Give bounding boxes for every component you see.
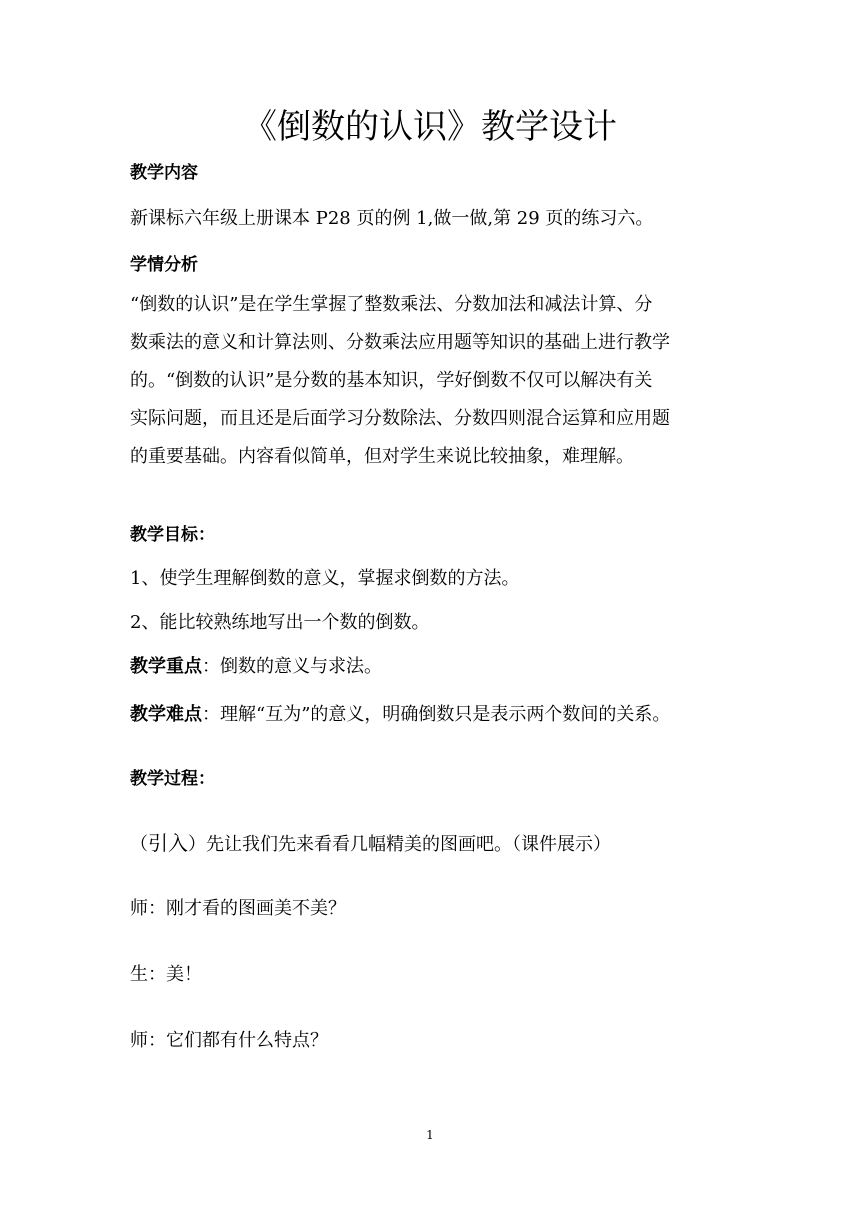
- difficulty-label: 教学难点: [130, 704, 202, 725]
- dialogue-line: 师：刚才看的图画美不美？: [130, 898, 346, 919]
- intro-label: 引入: [148, 831, 188, 855]
- content-text: 新课标六年级上册课本 P28 页的例 1,做一做,第 29 页的练习六。: [130, 208, 654, 229]
- section-heading-goals: 教学目标：: [130, 525, 215, 545]
- difficulty-point: [130, 702, 670, 728]
- analysis-line: 的。“倒数的认识”是分数的基本知识，学好倒数不仅可以解决有关: [130, 370, 653, 391]
- page-number: 1: [426, 1128, 434, 1142]
- difficulty-text: ：理解“互为”的意义，明确倒数只是表示两个数间的关系。: [202, 704, 671, 725]
- section-heading-analysis: 学情分析: [130, 255, 198, 275]
- analysis-line: 实际问题，而且还是后面学习分数除法、分数四则混合运算和应用题: [130, 408, 670, 429]
- document-title: 《倒数的认识》教学设计: [243, 107, 617, 147]
- key-point: [130, 654, 382, 680]
- analysis-line: 数乘法的意义和计算法则、分数乘法应用题等知识的基础上进行教学: [130, 332, 670, 353]
- section-heading-process: 教学过程：: [130, 769, 215, 789]
- goal-item: 2、能比较熟练地写出一个数的倒数。: [130, 612, 430, 633]
- dialogue-line: 师：它们都有什么特点？: [130, 1030, 328, 1051]
- analysis-line: 的重要基础。内容看似简单，但对学生来说比较抽象，难理解。: [130, 446, 634, 467]
- intro-open: （: [130, 834, 148, 855]
- key-point-label: 教学重点: [130, 656, 202, 677]
- section-heading-content: 教学内容: [130, 163, 198, 183]
- key-point-text: ：倒数的意义与求法。: [202, 656, 382, 677]
- dialogue-line: 生：美！: [130, 964, 202, 985]
- analysis-paragraph: [130, 286, 730, 476]
- goal-item: 1、使学生理解倒数的意义，掌握求倒数的方法。: [130, 568, 520, 589]
- analysis-line: “倒数的认识”是在学生掌握了整数乘法、分数加法和减法计算、分: [130, 294, 653, 315]
- intro-text: ）先让我们先来看看几幅精美的图画吧。（课件展示）: [188, 834, 611, 855]
- intro-line: [130, 830, 611, 858]
